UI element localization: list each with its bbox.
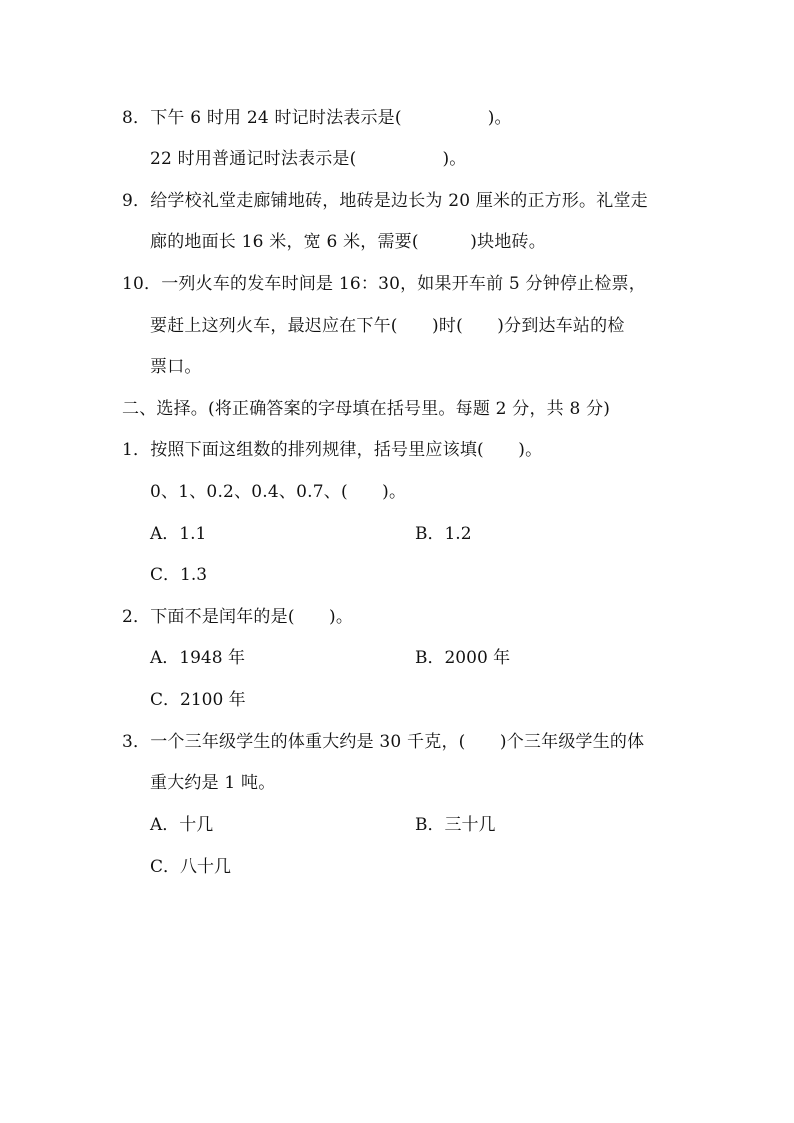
question-9-line-2: 廊的地面长 16 米，宽 6 米，需要( )块地砖。: [150, 232, 546, 252]
question-8-line-2: 22 时用普通记时法表示是( )。: [150, 149, 467, 169]
choice-question-1-sequence: 0、1、0.2、0.4、0.7、( )。: [150, 482, 407, 502]
choice-question-2-stem: 2．下面不是闰年的是( )。: [122, 607, 354, 627]
choice-question-3-option-c: C．八十几: [150, 857, 232, 877]
question-10-line-2: 要赶上这列火车，最迟应在下午( )时( )分到达车站的检: [150, 316, 625, 336]
choice-question-3-line-1: 3．一个三年级学生的体重大约是 30 千克，( )个三年级学生的体: [122, 732, 645, 752]
choice-question-1-option-a: A．1.1: [150, 524, 207, 544]
section-2-heading: 二、选择。(将正确答案的字母填在括号里。每题 2 分，共 8 分): [122, 399, 611, 419]
choice-question-1-option-c: C．1.3: [150, 565, 208, 585]
choice-question-3-option-b: B．三十几: [415, 815, 496, 835]
question-10-line-3: 票口。: [150, 357, 202, 377]
choice-question-2-option-c: C．2100 年: [150, 690, 246, 710]
question-10-line-1: 10．一列火车的发车时间是 16：30，如果开车前 5 分钟停止检票，: [122, 274, 646, 294]
choice-question-1-option-b: B．1.2: [415, 524, 472, 544]
choice-question-2-option-a: A．1948 年: [150, 648, 245, 668]
choice-question-2-option-b: B．2000 年: [415, 648, 511, 668]
question-8-line-1: 8．下午 6 时用 24 时记时法表示是( )。: [122, 108, 512, 128]
choice-question-3-option-a: A．十几: [150, 815, 214, 835]
choice-question-3-line-2: 重大约是 1 吨。: [150, 773, 276, 793]
question-9-line-1: 9．给学校礼堂走廊铺地砖，地砖是边长为 20 厘米的正方形。礼堂走: [122, 191, 648, 211]
choice-question-1-stem: 1．按照下面这组数的排列规律，括号里应该填( )。: [122, 440, 543, 460]
